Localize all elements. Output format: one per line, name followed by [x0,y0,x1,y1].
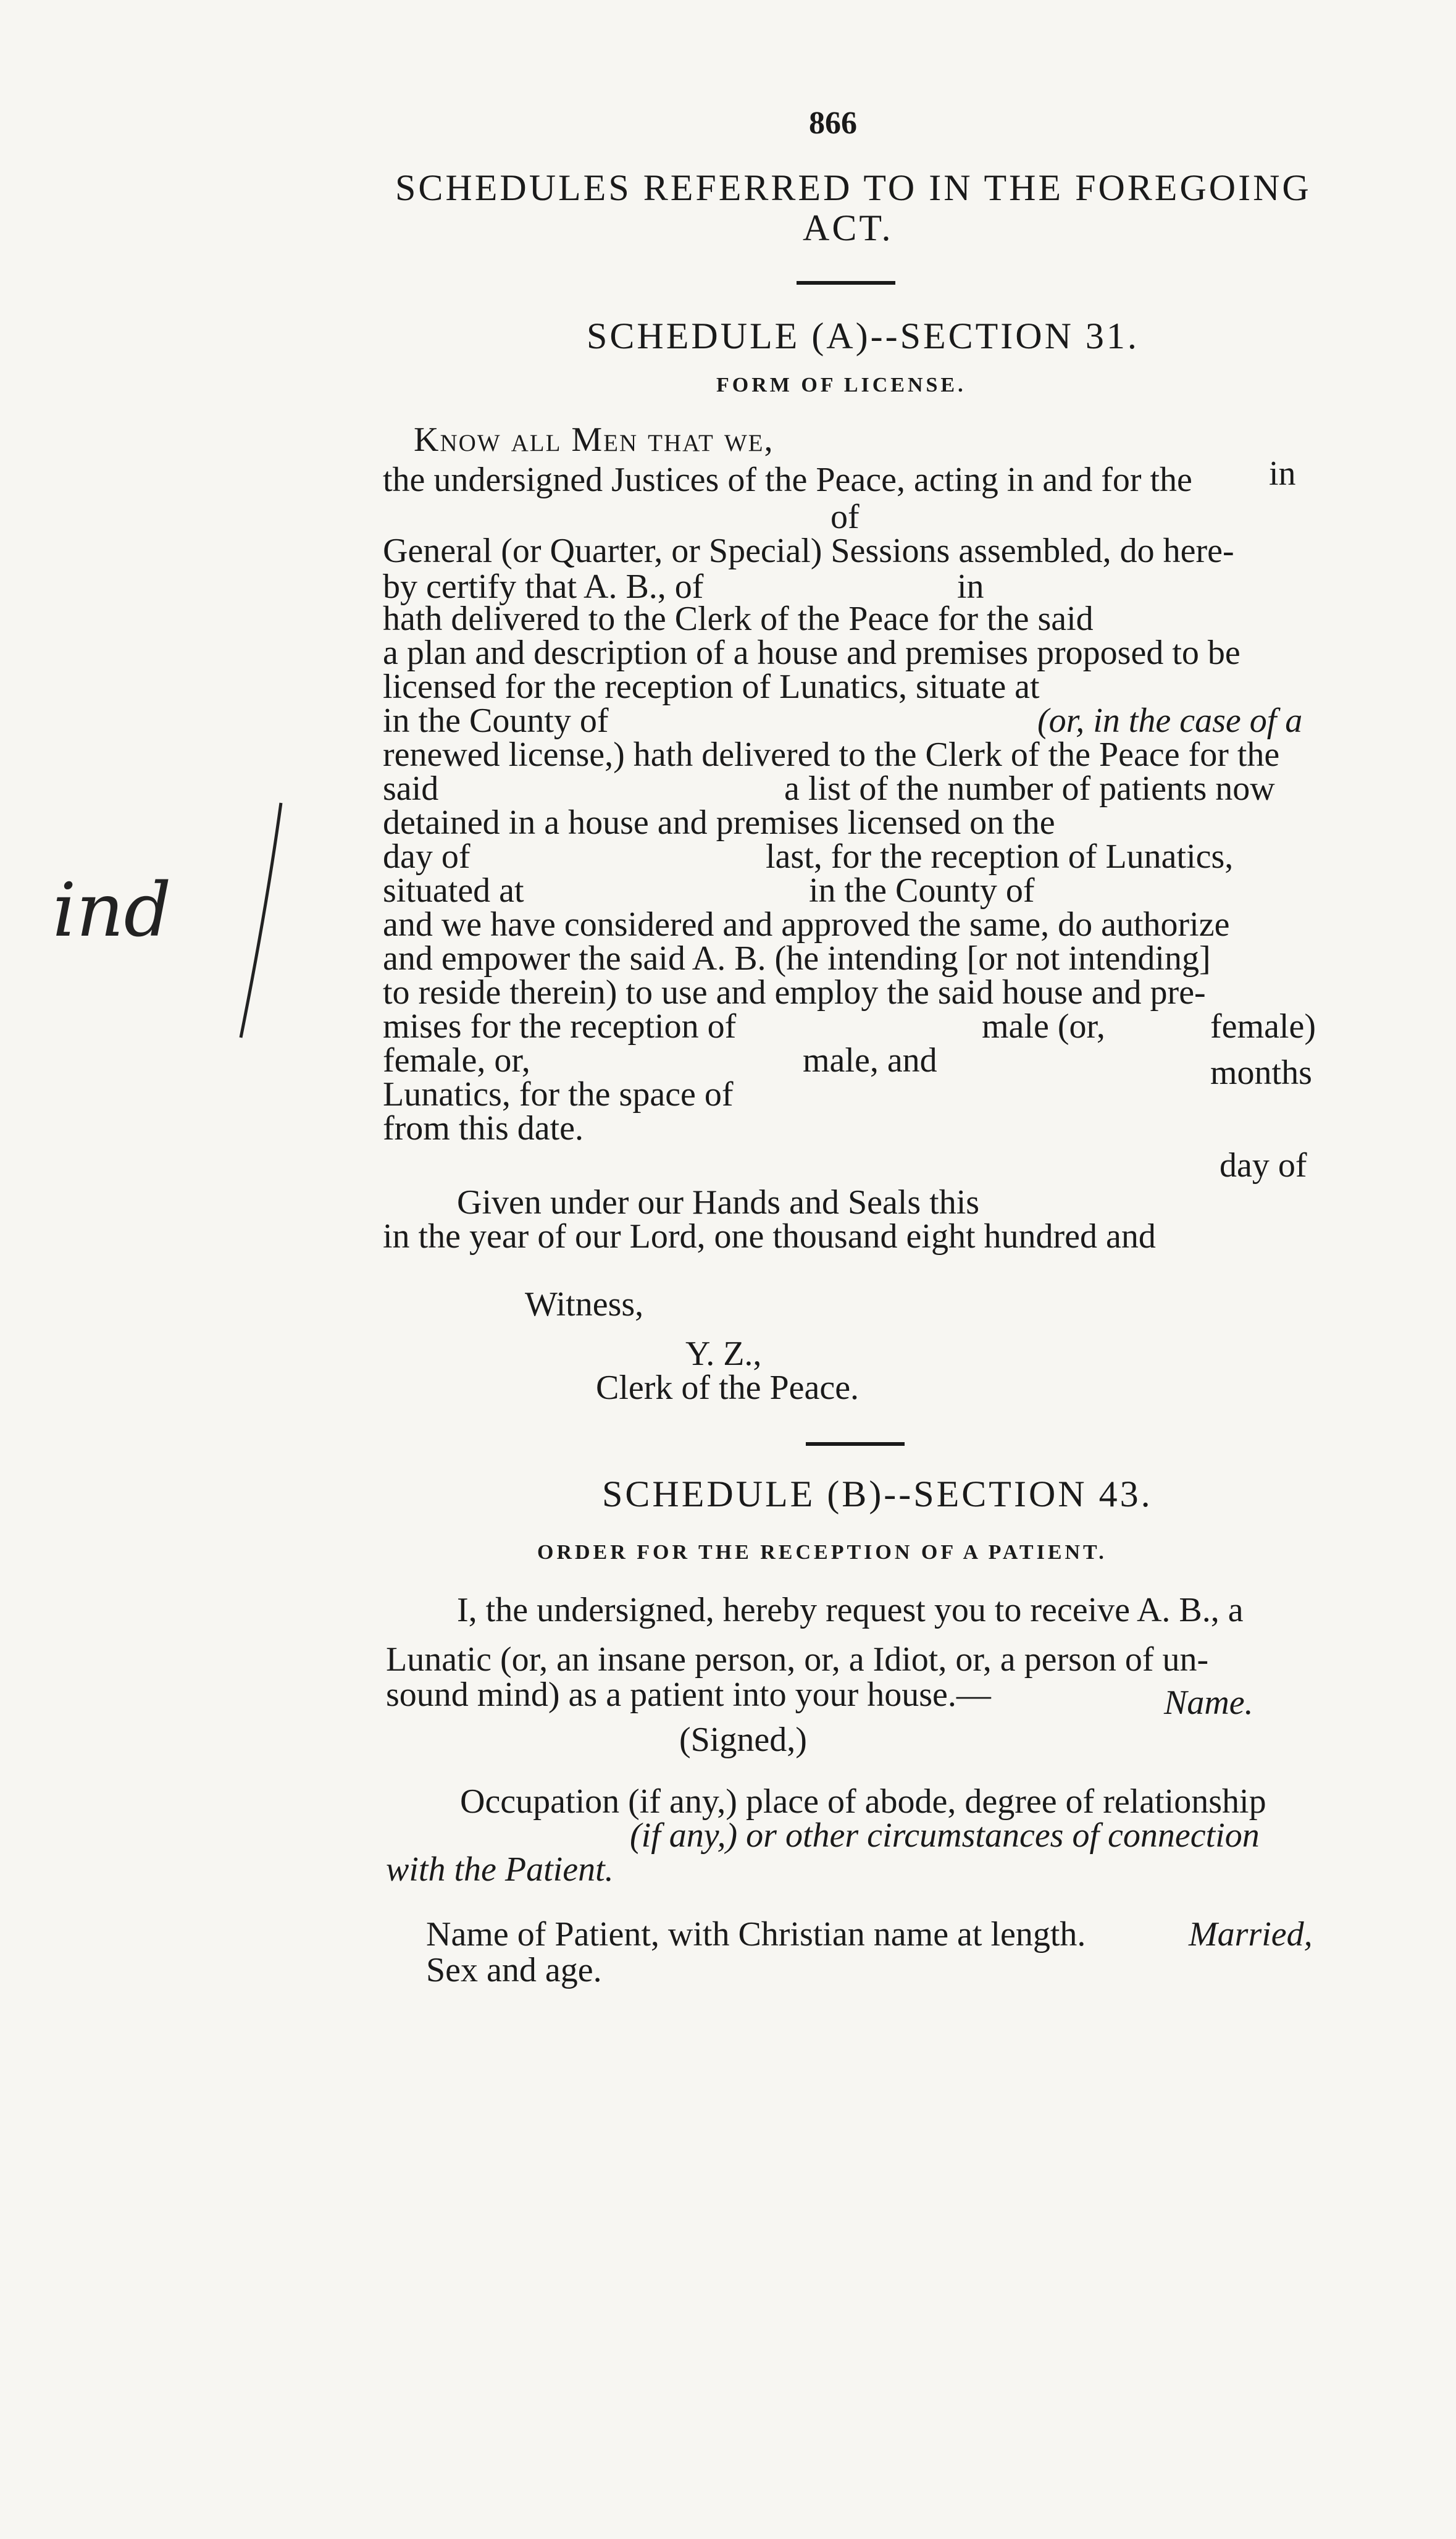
schedule-b-subheading: ORDER FOR THE RECEPTION OF A PATIENT. [537,1541,1107,1564]
text-line: hath delivered to the Clerk of the Peace for the said [383,600,1094,638]
text-line: Clerk of the Peace. [596,1369,860,1407]
text-line: Name of Patient, with Christian name at length. [426,1915,1086,1954]
divider [797,281,895,285]
text-line: in the County of [809,871,1035,910]
text-line: in [957,568,984,606]
text-line: Know all Men that we, [414,421,774,459]
text-line: and we have considered and approved the same, do authorize [383,905,1230,944]
text-line: female, or, [383,1041,530,1080]
text-line: a plan and description of a house and premises proposed to be [383,634,1241,672]
text-line: in the County of [383,702,609,740]
text-line: (if any,) or other circumstances of connection [630,1816,1260,1855]
text-line: Married, [1189,1915,1313,1954]
text-line: Occupation (if any,) place of abode, degree of relationship [460,1782,1266,1821]
text-line: a list of the number of patients now [784,770,1275,808]
text-line: and empower the said A. B. (he intending [or not intending] [383,939,1211,978]
text-line: General (or Quarter, or Special) Sessions assembled, do here- [383,532,1234,570]
schedule-b-heading: SCHEDULE (B)--SECTION 43. [602,1474,1153,1514]
text-line: I, the undersigned, hereby request you to receive A. B., a [457,1591,1244,1629]
text-line: Y. Z., [685,1335,762,1373]
text-line: Name. [1164,1684,1253,1722]
text-line: (or, in the case of a [1037,702,1303,740]
text-line: months [1210,1054,1312,1092]
text-line: mises for the reception of [383,1007,737,1046]
text-line: by certify that A. B., of [383,568,704,606]
handwritten-annotation: ind [52,868,172,954]
text-line: female) [1210,1007,1316,1046]
text-line: with the Patient. [386,1850,614,1889]
handwritten-bracket-mark [222,797,296,1044]
text-line: Witness, [525,1285,644,1324]
text-line: sound mind) as a patient into your house.— [386,1676,991,1714]
text-line: of [831,498,860,536]
text-line: last, for the reception of Lunatics, [766,837,1234,876]
text-line: said [383,770,439,808]
text-line: detained in a house and premises licensed on the [383,804,1055,842]
text-line: to reside therein) to use and employ the said house and pre- [383,973,1206,1012]
text-line: (Signed,) [679,1721,807,1759]
divider [806,1442,905,1446]
page-title-line2: ACT. [803,208,893,248]
text-line: male, and [803,1041,937,1080]
text-line: day of [383,837,471,876]
page-title-line1: SCHEDULES REFERRED TO IN THE FOREGOING [395,167,1312,208]
text-line: Lunatic (or, an insane person, or, a Idiot, or, a person of un- [386,1640,1209,1679]
text-line: the undersigned Justices of the Peace, acting in and for the [383,461,1192,499]
text-line: in [1269,455,1296,493]
text-line: from this date. [383,1109,584,1148]
text-line: Sex and age. [426,1951,602,1989]
text-line: Lunatics, for the space of [383,1075,734,1114]
schedule-a-heading: SCHEDULE (A)--SECTION 31. [587,316,1139,356]
schedule-a-subheading: FORM OF LICENSE. [716,374,966,397]
page-number: 866 [809,106,857,141]
text-line: male (or, [982,1007,1105,1046]
text-line: day of [1220,1146,1307,1185]
text-line: renewed license,) hath delivered to the Clerk of the Peace for the [383,736,1280,774]
text-line: situated at [383,871,524,910]
text-line: licensed for the reception of Lunatics, situate at [383,668,1040,706]
text-line: Given under our Hands and Seals this [457,1183,980,1222]
text-line: in the year of our Lord, one thousand eight hundred and [383,1217,1156,1256]
